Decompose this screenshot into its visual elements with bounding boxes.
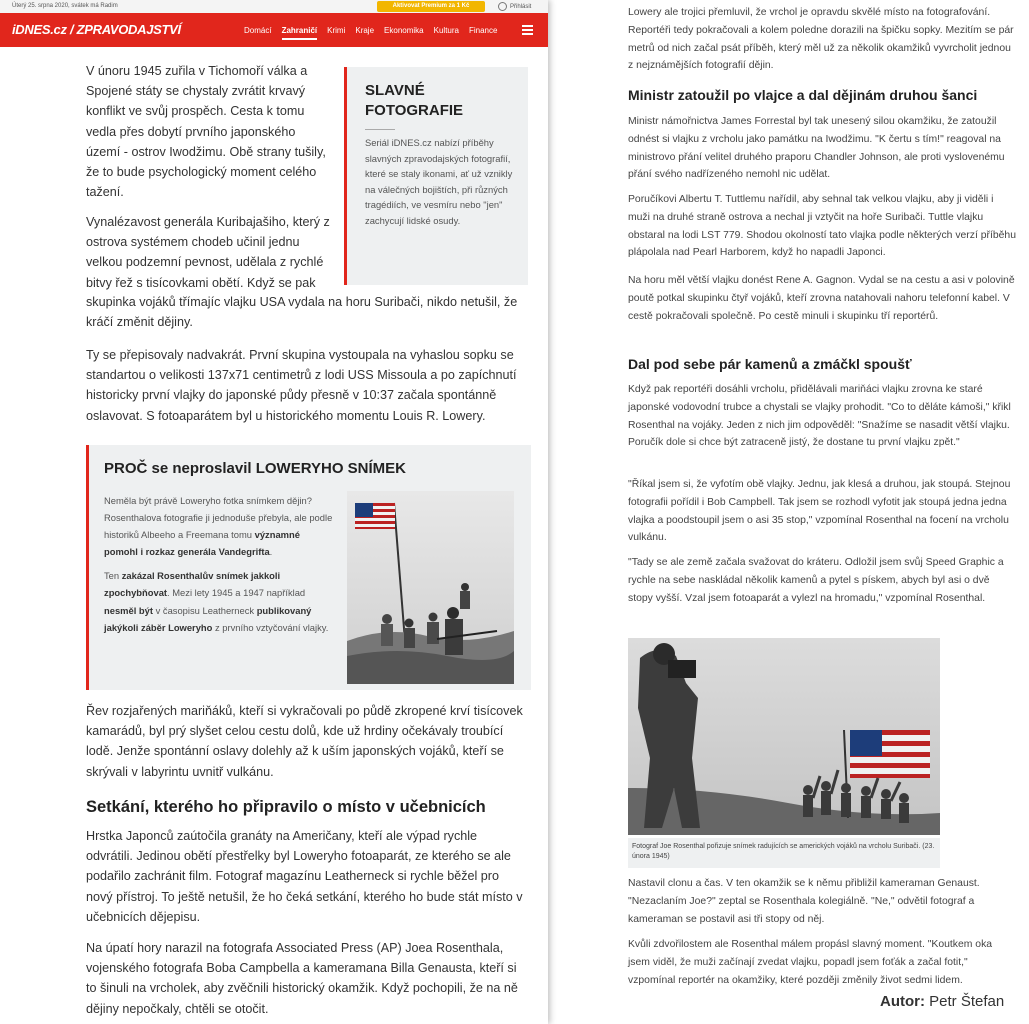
- right-page: [600, 0, 1029, 1024]
- article-paragraph: Nastavil clonu a čas. V ten okamžik se k němu přibližil kameraman Genaust. "Nezaclaním Joe?" zeptal se Rosenthala kolegiálně. "Ne," odvětil fotograf a kameraman se postavil asi tři stopy od něj.: [628, 878, 980, 925]
- article-paragraph: skupinka vojáků třímajíc vlajku USA vydala na horu Suribači, nikdo netušil, že kráčí změnit dějiny.: [86, 295, 518, 330]
- rosenthal-photo: [628, 638, 940, 835]
- author-label: Autor:: [880, 993, 925, 1010]
- nav-item-kraje[interactable]: Kraje: [355, 26, 375, 35]
- slavne-fotografie-box: [344, 67, 528, 285]
- article-paragraph: Lowery ale trojici přemluvil, že vrchol je opravdu skvělé místo na fotografování. Reportéři tedy pokračovali a kolem poledne dorazili na špičku sopky. Mezitím se pár metrů od nich začal psát příběh, který měl už za několik okamžiků vyvrcholit jednou z nejznámějších fotografií dějin.: [628, 7, 1014, 72]
- author-name[interactable]: Petr Štefan: [929, 993, 1005, 1010]
- article-paragraph: Když pak reportéři dosáhli vrcholu, přidělávali mariňáci vlajku zrovna ke staré japonské vodovodní trubce a chystali se vlajky prohodit. "Co to děláte kámoši," křikl Rosenthal na vojáky. Jeden z nich jim odpověděl: "Snažíme se nasadit větší vlajku. Poručík dole si chce být zatraceně jistý, že dostane tu první vlajku zpět.": [628, 384, 1011, 449]
- nav-item-zahranici[interactable]: Zahraničí: [282, 26, 318, 40]
- box-text: Neměla být právě Loweryho fotka snímkem dějin? Rosenthalova fotografie ji jednoduše přebyla, ale podle historiků Albeeho a Freemana tomu významné pomohl i rozkaz generála Vandegrifta. Ten zakázal Rosenthalův snímek jakkoli zpochybňovat. Mezi lety 1945 a 1947 například nesměl být v časopisu Leatherneck publikovaný jakýkoli záběr Loweryho z prvního vztyčování vlajky.: [104, 495, 333, 633]
- nav-item-kultura[interactable]: Kultura: [433, 26, 459, 35]
- nav-item-domaci[interactable]: Domácí: [244, 26, 272, 35]
- box-title: PROČ se neproslavil LOWERYHO SNÍMEK: [104, 460, 406, 477]
- article-paragraph: "Tady se ale země začala svažovat do kráteru. Odložil jsem svůj Speed Graphic a rychle na sebe naskládal několik kamenů a pytel s pískem, abych byl asi o dvě stopy vyšší. Vzal jsem fotoaparát a vylezl na hromadu," vzpomínal Rosenthal.: [628, 557, 1004, 604]
- box-text: Seriál iDNES.cz nabízí příběhy slavných zpravodajských fotografií, které se staly ikonami, ať už vznikly na válečných bojištích, při různých tragédiích, ve vesmíru nebo "jen" zachycují lidské osudy.: [365, 137, 513, 226]
- article-paragraph: Vynalézavost generála Kuribajašiho, který z ostrova systémem chodeb učinil jednu velkou podzemní pevnost, udělala z rychlé bitvy řež s tisícovkami obětí. Když se pak: [86, 215, 330, 290]
- date-text: Úterý 25. srpna 2020, svátek má Radim: [12, 3, 118, 9]
- proc-box: [86, 445, 531, 690]
- hamburger-menu-icon[interactable]: [522, 25, 533, 35]
- site-header: [0, 13, 548, 47]
- article-paragraph: Řev rozjařených mariňáků, kteří si vykračovali po půdě zkropené krví tisícovek kamarádů, byl prý slyšet celou cestu dolů, kde už hrdiny očekávaly troubící lodě. Jenže spontánní oslavy dolehly až k uším japonských vojáků, kteří se skrývali v labyrintu uvnitř vulkánu.: [86, 704, 523, 779]
- top-utility-bar: [0, 0, 548, 13]
- main-nav: [244, 26, 507, 40]
- section-heading: Setkání, kterého ho připravilo o místo v učebnicích: [86, 798, 486, 816]
- lowery-flag-photo: [347, 491, 514, 684]
- user-icon: [498, 2, 507, 11]
- article-paragraph: V únoru 1945 zuřila v Tichomoří válka a Spojené státy se chystaly zvrátit krvavý konflikt ve svůj prospěch. Cesta k tomu vedla přes dobytí prvního japonského území - ostrov Iwodžimu. Obě strany tušily, že to bude psychologický moment celého tažení.: [86, 64, 326, 200]
- nav-item-ekonomika[interactable]: Ekonomika: [384, 26, 424, 35]
- article-paragraph: Hrstka Japonců zaútočila granáty na Američany, kteří ale výpad rychle odvrátili. Jedinou obětí přestřelky byl Loweryho fotoaparát, ze kterého se ale podařilo zachránit film. Fotograf magazínu Leatherneck si rychle běžel pro nový přístroj. To ještě netušil, že ho čeká setkání, kterého ho bude stát místo v učebnicích dějepisu.: [86, 829, 523, 924]
- section-heading: Ministr zatoužil po vlajce a dal dějinám druhou šanci: [628, 87, 978, 103]
- nav-item-krimi[interactable]: Krimi: [327, 26, 346, 35]
- article-paragraph: Na horu měl větší vlajku donést Rene A. Gagnon. Vydal se na cestu a asi v polovině poutě potkal skupinku čtyř vojáků, kteří zrovna natahovali nahoru telefonní kabel. V cestě pokračovali společně. Po cestě minuli i skupinku tří reportérů.: [628, 275, 1015, 322]
- article-paragraph: Na úpatí hory narazil na fotografa Associated Press (AP) Joea Rosenthala, vojenského fotografa Boba Campbella a kameramana Billa Genausta, kteří si to šinuli na vrcholek, aby zvěčnili historický okamžik. Když pochopili, že na ně dějiny nepočkaly, chtěli se otočit.: [86, 941, 518, 1016]
- article-paragraph: "Říkal jsem si, že vyfotím obě vlajky. Jednu, jak klesá a druhou, jak stoupá. Stejnou fotografii pořídil i Bob Campbell. Tak jsem se rozhodl vyfotit jak stoupá jedna jedna vlajka a poodstoupil jsem o asi 35 stop," vzpomínal Rosenthal na focení na vrcholu vulkánu.: [628, 479, 1011, 544]
- login-label: Přihlásit: [510, 4, 532, 11]
- article-paragraph: Ty se přepisovaly nadvakrát. První skupina vystoupala na vyhaslou sopku se standartou o velikosti 137x71 centimetrů z lodi USS Missoula a po zapíchnutí historicky první vlajky do japonské půdy přesně v 10:37 začala spontánně oslavovat. S fotoaparátem byl u historického momentu Louis R. Lowery.: [86, 348, 517, 423]
- article-paragraph: Kvůli zdvořilostem ale Rosenthal málem propásl slavný moment. "Koutkem oka jsem viděl, že muži začínají zvedat vlajku, popadl jsem foťák a začal fotit," vzpomínal reportér na okamžiky, které později změnily život sedmi lidem.: [628, 939, 993, 986]
- divider: [365, 129, 395, 130]
- author-line: [880, 993, 1004, 1010]
- article-paragraph: Poručíkovi Albertu T. Tuttlemu nařídil, aby sehnal tak velkou vlajku, aby ji viděli i muži na druhé straně ostrova a nechal ji vztyčit na hoře Suribači. Tuttle vlajku obstaral na lodi LST 779. Shodou okolností tato vlajka podle některých verzí příběhu plápolala nad Pearl Harborem, když ho napadli Japonci.: [628, 194, 1016, 259]
- article-paragraph: Ministr námořnictva James Forrestal byl tak unesený silou okamžiku, že zatoužil odnést si vlajku z vrcholu jako památku na Iwodžimu. "K čertu s tím!" reagoval na ministrovo přání velitel druhého praporu Chandler Johnson, ale proti vyslovenému přání svého nadřízeného nemohl nic udělat.: [628, 116, 1005, 181]
- login-link[interactable]: [498, 2, 531, 11]
- nav-item-finance[interactable]: Finance: [468, 26, 498, 35]
- photo-caption: Fotograf Joe Rosenthal pořizuje snímek radujících se amerických vojáků na vrcholu Suribači. (23. února 1945): [628, 838, 940, 868]
- site-logo[interactable]: iDNES.cz / ZPRAVODAJSTVÍ: [12, 22, 181, 37]
- box-title: SLAVNÉ FOTOGRAFIE: [365, 82, 464, 119]
- premium-button[interactable]: Aktivovat Premium za 1 Kč: [377, 1, 485, 12]
- section-heading: Dal pod sebe pár kamenů a zmáčkl spoušť: [628, 356, 912, 372]
